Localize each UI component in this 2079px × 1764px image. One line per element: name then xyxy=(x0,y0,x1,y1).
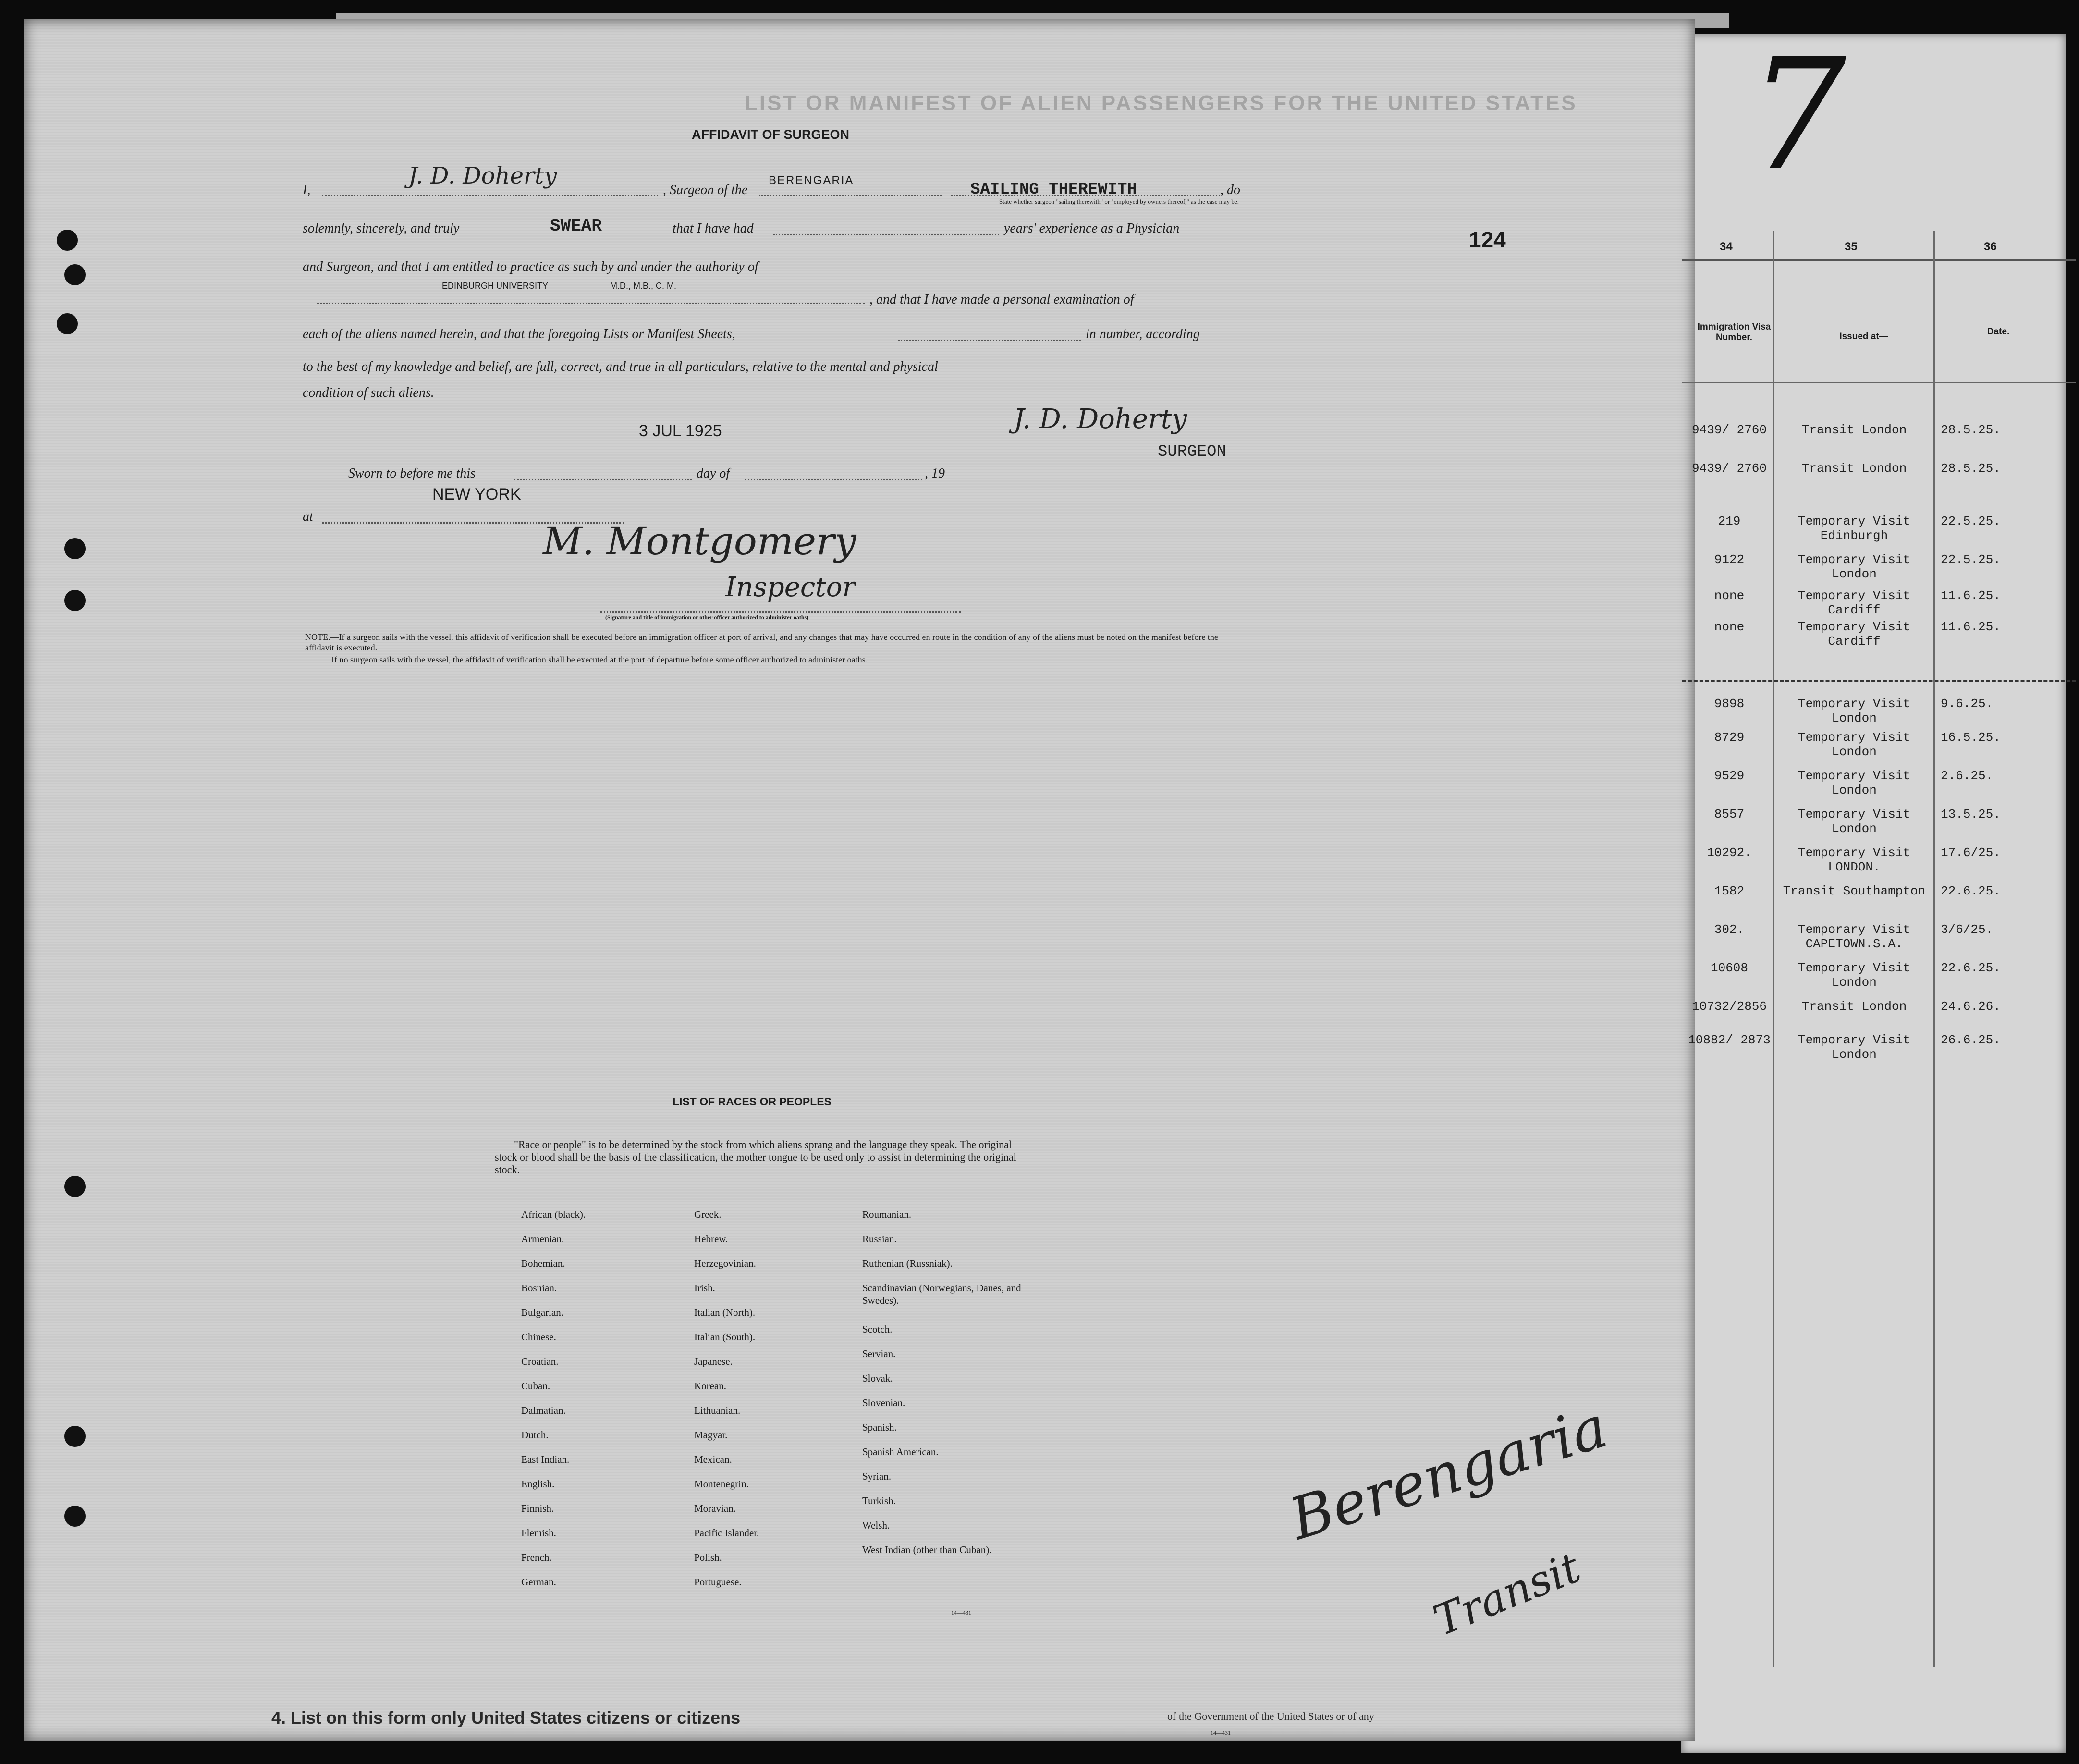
month-line xyxy=(745,479,922,480)
races-title: LIST OF RACES OR PEOPLES xyxy=(673,1095,832,1108)
authority: EDINBURGH UNIVERSITY xyxy=(442,281,549,291)
race-item: Croatian. xyxy=(521,1356,559,1367)
race-item: Scotch. xyxy=(862,1323,893,1335)
race-item: Italian (North). xyxy=(694,1307,756,1318)
header-visa-number: Immigration Visa Number. xyxy=(1697,322,1771,343)
line3: and Surgeon, and that I am entitled to practice as such by and under the authority of xyxy=(303,259,758,274)
issued-at-cell: Transit London xyxy=(1801,423,1907,437)
issued-at-cell: Temporary Visit London xyxy=(1798,552,1911,581)
ship-line xyxy=(759,195,942,196)
race-item: French. xyxy=(521,1552,552,1563)
race-item: Slovak. xyxy=(862,1372,893,1384)
race-item: Magyar. xyxy=(694,1429,728,1441)
at-label: at xyxy=(303,509,313,524)
date-cell: 22.6.25. xyxy=(1941,961,2001,975)
affidavit-sheet xyxy=(24,19,1695,1741)
col-number-36: 36 xyxy=(1984,240,1997,253)
issued-at-cell: Temporary Visit CAPETOWN.S.A. xyxy=(1798,922,1911,951)
visa-number-cell: 9529 xyxy=(1714,769,1745,783)
race-item: Spanish. xyxy=(862,1421,897,1433)
race-item: Welsh. xyxy=(862,1519,890,1531)
binder-hole xyxy=(64,1176,86,1197)
place: NEW YORK xyxy=(432,485,521,503)
line5a: each of the aliens named herein, and that the foregoing Lists or Manifest Sheets, xyxy=(303,327,735,342)
date-cell: 17.6/25. xyxy=(1941,845,2001,860)
issued-at-cell: Temporary Visit London xyxy=(1798,961,1911,990)
i-label: I, xyxy=(303,183,311,197)
header-date: Date. xyxy=(1987,327,2010,337)
col-number-34: 34 xyxy=(1720,240,1733,253)
line6: to the best of my knowledge and belief, are full, correct, and true in all particulars, relative to the mental and physical xyxy=(303,359,938,374)
sworn-b: day of xyxy=(697,466,730,481)
race-item: Moravian. xyxy=(694,1503,736,1514)
date-cell: 22.6.25. xyxy=(1941,884,2001,898)
issued-at-cell: Temporary Visit Edinburgh xyxy=(1798,514,1911,543)
issued-at-cell: Transit Southampton xyxy=(1783,884,1926,898)
date-cell: 2.6.25. xyxy=(1941,769,1993,783)
issued-at-cell: Temporary Visit London xyxy=(1798,730,1911,759)
race-item: Pacific Islander. xyxy=(694,1527,759,1539)
years-line xyxy=(773,234,999,235)
races-form-number: 14—431 xyxy=(951,1609,971,1616)
header-issued-at: Issued at— xyxy=(1839,331,1888,342)
page-number-handwritten: 7 xyxy=(1749,26,1847,205)
race-item: Armenian. xyxy=(521,1233,564,1245)
race-item: Servian. xyxy=(862,1348,896,1360)
date-cell: 26.6.25. xyxy=(1941,1033,2001,1047)
date-cell: 16.5.25. xyxy=(1941,730,2001,745)
sworn-a: Sworn to before me this xyxy=(348,466,476,481)
binder-hole xyxy=(64,1506,86,1527)
visa-number-cell: none xyxy=(1714,620,1745,634)
race-item: West Indian (other than Cuban). xyxy=(862,1544,992,1556)
race-item: Flemish. xyxy=(521,1527,556,1539)
sailing-status: SAILING THEREWITH xyxy=(970,181,1137,199)
visa-number-cell: 10882/ 2873 xyxy=(1688,1033,1771,1047)
sig-caption: (Signature and title of immigration or other officer authorized to administer oaths) xyxy=(605,614,809,621)
group-separator xyxy=(1682,680,2076,682)
race-item: Herzegovinian. xyxy=(694,1258,756,1269)
race-item: Chinese. xyxy=(521,1331,556,1343)
issued-at-cell: Temporary Visit Cardiff xyxy=(1798,588,1911,617)
note-2: If no surgeon sails with the vessel, the affidavit of verification shall be executed at the port of departure before some officer authorized to administer oaths. xyxy=(331,655,868,664)
race-item: Portuguese. xyxy=(694,1576,742,1588)
line5b: in number, according xyxy=(1086,327,1200,342)
race-item: Spanish American. xyxy=(862,1446,939,1458)
issued-at-cell: Temporary Visit London xyxy=(1798,697,1911,725)
race-item: Finnish. xyxy=(521,1503,554,1514)
race-item: Cuban. xyxy=(521,1380,550,1392)
visa-number-cell: 9898 xyxy=(1714,697,1745,711)
stamped-number: 124 xyxy=(1469,227,1506,252)
surgeon-signature: J. D. Doherty xyxy=(1014,404,1187,435)
issued-at-cell: Temporary Visit London xyxy=(1798,807,1911,836)
date-cell: 24.6.26. xyxy=(1941,999,2001,1014)
issued-at-cell: Temporary Visit LONDON. xyxy=(1798,845,1911,874)
line2-mid: that I have had xyxy=(673,221,754,236)
do-label: , do xyxy=(1220,183,1240,197)
line2-prefix: solemnly, sincerely, and truly xyxy=(303,221,460,236)
race-item: Russian. xyxy=(862,1233,897,1245)
bottom-strip-right: of the Government of the United States or of any xyxy=(1167,1710,1374,1722)
race-item: Korean. xyxy=(694,1380,727,1392)
race-item: Bosnian. xyxy=(521,1282,557,1294)
date-cell: 28.5.25. xyxy=(1941,461,2001,476)
surgeon-name: J. D. Doherty xyxy=(408,162,557,189)
visa-number-cell: 9122 xyxy=(1714,552,1745,567)
date-cell: 22.5.25. xyxy=(1941,514,2001,528)
line2-end: years' experience as a Physician xyxy=(1004,221,1180,236)
issued-at-cell: Temporary Visit Cardiff xyxy=(1798,620,1911,649)
issued-at-cell: Transit London xyxy=(1801,461,1907,476)
race-item: Bulgarian. xyxy=(521,1307,564,1318)
swear-text: SWEAR xyxy=(550,216,602,236)
race-item: Hebrew. xyxy=(694,1233,728,1245)
ship-name: BERENGARIA xyxy=(769,174,854,187)
issued-at-cell: Transit London xyxy=(1801,999,1907,1014)
race-item: Turkish. xyxy=(862,1495,896,1507)
binder-hole xyxy=(57,313,78,334)
sheets-count-line xyxy=(898,340,1081,341)
race-item: Bohemian. xyxy=(521,1258,565,1269)
visa-number-cell: 10292. xyxy=(1707,845,1752,860)
authority-line xyxy=(317,303,865,304)
day-line xyxy=(514,479,692,480)
race-item: Greek. xyxy=(694,1209,722,1220)
binder-hole xyxy=(57,230,78,251)
race-item: Slovenian. xyxy=(862,1397,905,1409)
visa-number-cell: 8557 xyxy=(1714,807,1745,821)
header-bottom-rule xyxy=(1682,382,2076,383)
date-stamp: 3 JUL 1925 xyxy=(639,422,722,440)
race-item: Polish. xyxy=(694,1552,722,1563)
ghost-header: LIST OR MANIFEST OF ALIEN PASSENGERS FOR THE UNITED STATES xyxy=(745,91,1578,115)
race-item: Dalmatian. xyxy=(521,1405,566,1416)
race-item: German. xyxy=(521,1576,556,1588)
race-item: Dutch. xyxy=(521,1429,549,1441)
visa-number-cell: 219 xyxy=(1718,514,1741,528)
race-item: English. xyxy=(521,1478,555,1490)
date-cell: 22.5.25. xyxy=(1941,552,2001,567)
race-item: African (black). xyxy=(521,1209,586,1220)
race-item: Japanese. xyxy=(694,1356,733,1367)
visa-number-cell: 9439/ 2760 xyxy=(1691,461,1767,476)
race-item: Montenegrin. xyxy=(694,1478,749,1490)
degrees: M.D., M.B., C. M. xyxy=(610,281,676,291)
handwritten-ship: Berengaria xyxy=(1283,1394,1615,1553)
issued-at-cell: Temporary Visit London xyxy=(1798,1033,1911,1062)
race-item: East Indian. xyxy=(521,1454,570,1465)
note-1: NOTE.—If a surgeon sails with the vessel, this affidavit of verification shall be executed before an immigration officer at port of arrival, and any changes that may have occurred en route in the condition of any of the aliens must be noted on the manifest before the affidavit is executed. xyxy=(305,632,1218,652)
bottom-strip-left: 4. List on this form only United States citizens or citizens xyxy=(271,1708,741,1727)
binder-hole xyxy=(64,538,86,559)
visa-number-cell: 1582 xyxy=(1714,884,1745,898)
date-cell: 11.6.25. xyxy=(1941,620,2001,634)
date-cell: 9.6.25. xyxy=(1941,697,1993,711)
bottom-form-number: 14—431 xyxy=(1211,1729,1231,1736)
race-item: Ruthenian (Russniak). xyxy=(862,1258,953,1269)
visa-number-cell: none xyxy=(1714,588,1745,603)
race-item: Irish. xyxy=(694,1282,715,1294)
surgeon-of-label: , Surgeon of the xyxy=(663,183,748,197)
table-header-rule xyxy=(1682,259,2076,261)
officer-title: Inspector xyxy=(725,572,856,603)
race-item: Syrian. xyxy=(862,1470,892,1482)
visa-number-cell: 10608 xyxy=(1710,961,1748,975)
handwritten-status: Transit xyxy=(1427,1542,1587,1646)
issued-at-cell: Temporary Visit London xyxy=(1798,769,1911,797)
visa-number-cell: 9439/ 2760 xyxy=(1691,423,1767,437)
visa-number-cell: 8729 xyxy=(1714,730,1745,745)
date-cell: 13.5.25. xyxy=(1941,807,2001,821)
binder-hole xyxy=(64,264,86,285)
line4: , and that I have made a personal examination of xyxy=(869,292,1134,307)
race-item: Italian (South). xyxy=(694,1331,756,1343)
sailing-note: State whether surgeon "sailing therewith" or "employed by owners thereof," as the case may be. xyxy=(999,198,1239,205)
sworn-c: , 19 xyxy=(925,466,945,481)
binder-hole xyxy=(64,1426,86,1447)
race-item: Lithuanian. xyxy=(694,1405,741,1416)
col-divider xyxy=(1933,231,1935,1667)
race-item: Roumanian. xyxy=(862,1209,912,1220)
col-divider xyxy=(1773,231,1774,1667)
visa-number-cell: 10732/2856 xyxy=(1691,999,1767,1014)
race-item: Mexican. xyxy=(694,1454,732,1465)
officer-signature: M. Montgomery xyxy=(543,519,856,564)
date-cell: 28.5.25. xyxy=(1941,423,2001,437)
affidavit-title: AFFIDAVIT OF SURGEON xyxy=(692,127,849,142)
visa-number-cell: 302. xyxy=(1714,922,1745,937)
race-item: Scandinavian (Norwegians, Danes, and Swedes). xyxy=(862,1282,1021,1306)
line7: condition of such aliens. xyxy=(303,385,434,400)
binder-hole xyxy=(64,590,86,611)
name-line xyxy=(322,195,658,196)
date-cell: 3/6/25. xyxy=(1941,922,1993,937)
races-intro: "Race or people" is to be determined by the stock from which aliens sprang and the language they speak. The original stock or blood shall be the basis of the classification, the mother tongue to be used only to assist in determining the original stock. xyxy=(495,1139,1016,1176)
officer-line xyxy=(600,611,961,612)
surgeon-label: SURGEON xyxy=(1158,443,1226,461)
date-cell: 11.6.25. xyxy=(1941,588,2001,603)
col-number-35: 35 xyxy=(1845,240,1858,253)
